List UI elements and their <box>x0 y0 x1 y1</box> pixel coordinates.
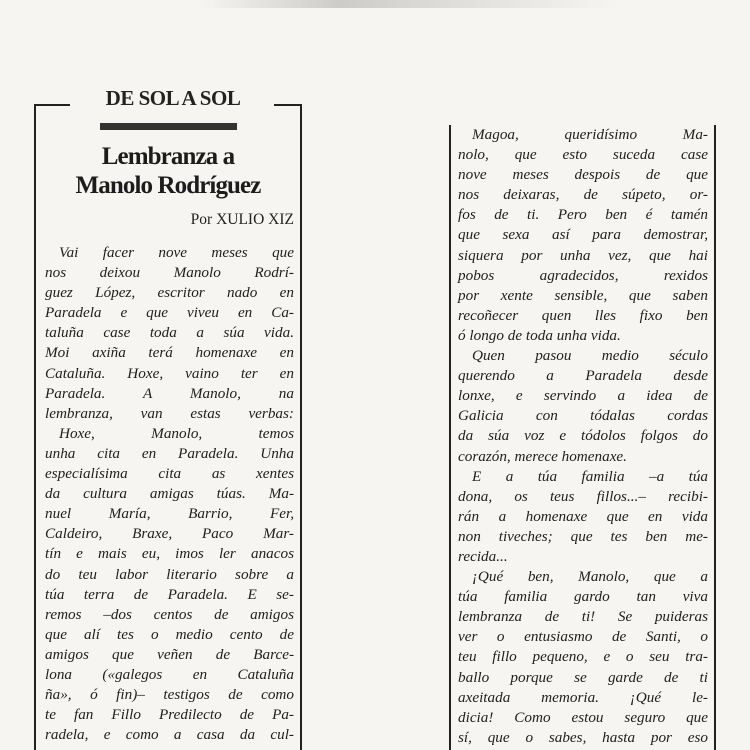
headline-line-1: Lembranza a <box>101 143 235 170</box>
text-line: lonxe, e servindo a idea de <box>458 387 708 405</box>
text-line: ¡Qué ben, Manolo, que a <box>472 568 708 586</box>
text-line: corazón, merece homenaxe. <box>458 447 627 465</box>
section-title: DE SOL A SOL <box>105 86 241 110</box>
text-line: non tiveches; que tes ben me- <box>458 527 708 545</box>
text-line: Hoxe, Manolo, temos <box>59 424 294 442</box>
text-line: por xente sensible, que saben <box>458 286 708 304</box>
text-line: túa terra de Paradela. E se- <box>45 585 294 603</box>
text-line: Vai facer nove meses que <box>59 244 294 261</box>
headline-line-2: Manolo Rodríguez <box>75 172 261 199</box>
text-line: Cataluña. Hoxe, vaino ter en <box>45 364 294 382</box>
text-line: te fan Fillo Predilecto de Pa- <box>45 706 294 724</box>
text-line: amigos que veñen de Barce- <box>45 645 294 663</box>
text-line: E a túa familia –a túa <box>472 467 708 485</box>
text-line: pobos agradecidos, rexidos <box>458 266 708 284</box>
text-line: dona, os teus fillos...– recibi- <box>458 487 708 505</box>
text-line: Caldeiro, Braxe, Paco Mar- <box>45 525 294 543</box>
text-line: rán a homenaxe que en vida <box>458 507 708 525</box>
column-frame-right-rule <box>300 104 302 750</box>
text-line: que alí tes o medio cento de <box>45 625 294 643</box>
text-line: Paradela. A Manolo, na <box>45 384 294 402</box>
text-line: nolo, que esto suceda case <box>458 146 708 164</box>
scan-smudge <box>200 0 620 8</box>
text-line: nos deixaras, de súpeto, or- <box>458 186 708 204</box>
article-column-left <box>45 243 294 745</box>
text-line: Magoa, queridísimo Ma- <box>472 126 708 143</box>
text-line: recoñecer quen lles fixo ben <box>458 306 708 324</box>
column-frame-top-right-rule <box>274 104 302 106</box>
text-line: da súa voz e tódolos folgos do <box>458 427 708 445</box>
article-headline <box>40 142 296 200</box>
article-byline: Por XULIO XIZ <box>190 211 294 228</box>
text-line: guez López, escritor nado en <box>45 284 294 302</box>
text-line: recida... <box>458 547 508 565</box>
column-frame-left-rule <box>34 104 36 750</box>
text-line: túa familia gardo tan viva <box>458 588 708 606</box>
text-line: lembranza, van estas verbas: <box>45 404 294 422</box>
text-line: nos deixou Manolo Rodrí- <box>45 264 294 282</box>
text-line: ña», ó fin)– testigos de como <box>45 686 294 704</box>
text-line: Paradela e que viveu en Ca- <box>45 304 294 322</box>
article-column-right <box>458 125 708 748</box>
text-line: que sexa así para demostrar, <box>458 226 708 244</box>
text-line: taluña case toda a súa vida. <box>45 324 294 342</box>
text-line: ballo porque se garde de ti <box>458 668 708 686</box>
text-line: teu fillo pequeno, e o seu tra- <box>458 648 708 666</box>
column-frame-right-col-right-rule <box>714 125 716 750</box>
text-line: tín e mais eu, imos ler anacos <box>45 545 294 563</box>
text-line: nuel María, Barrio, Fer, <box>45 505 294 523</box>
text-line: especialísima cita as xentes <box>45 465 294 483</box>
text-line: unha cita en Paradela. Unha <box>45 444 294 462</box>
section-title-bar <box>100 123 237 130</box>
text-line: Quen pasou medio século <box>472 347 708 365</box>
text-line: nove meses despois de que <box>458 166 708 184</box>
text-line: ver o entusiasmo de Santi, o <box>458 628 708 646</box>
text-line: remos –dos centos de amigos <box>45 605 294 623</box>
text-line: axeitada memoria. ¡Qué le- <box>458 688 708 706</box>
text-line: da cultura amigas túas. Ma- <box>45 485 294 503</box>
text-line: Galicia con tódalas cordas <box>458 407 708 425</box>
text-line: lembranza de ti! Se puideras <box>458 608 708 626</box>
text-line: do teu labor literario sobre a <box>45 565 294 583</box>
text-line: Moi axiña terá homenaxe en <box>45 344 294 362</box>
text-line: sí, que o sabes, hasta por eso <box>458 728 708 746</box>
column-frame-top-left-rule <box>34 104 70 106</box>
text-line: fos de ti. Pero ben é tamén <box>458 206 708 224</box>
column-frame-right-col-left-rule <box>449 125 451 750</box>
text-line: ó longo de toda unha vida. <box>458 326 621 344</box>
text-line: radela, e como a casa da cul- <box>45 726 294 744</box>
text-line: dicia! Como estou seguro que <box>458 708 708 726</box>
text-line: lona («galegos en Cataluña <box>45 665 294 683</box>
text-line: siquera por unha vez, que hai <box>458 246 708 264</box>
text-line: querendo a Paradela desde <box>458 367 708 385</box>
